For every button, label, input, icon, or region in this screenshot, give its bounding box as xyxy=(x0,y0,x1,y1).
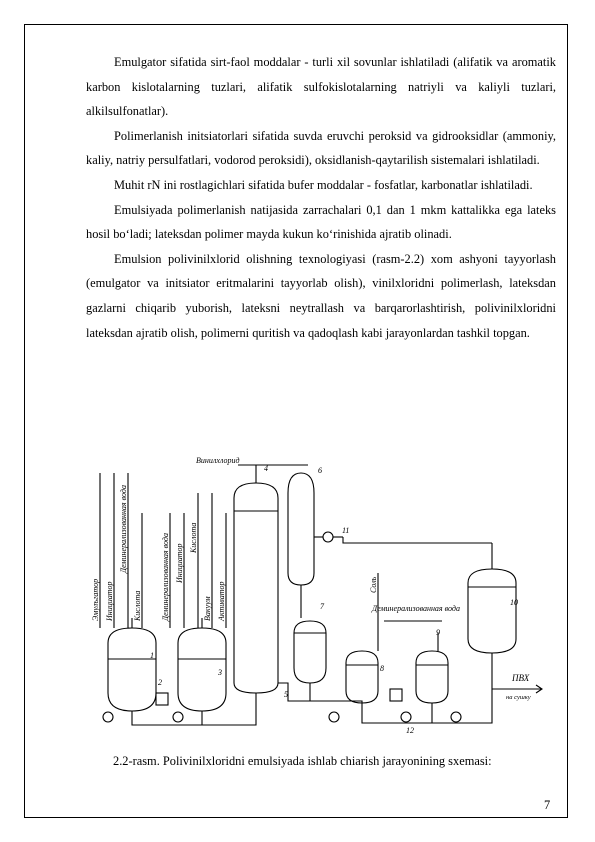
number-2: 2 xyxy=(158,678,162,687)
vessel-7 xyxy=(294,621,326,683)
label-demin-water-middle: Деминерализованная вода xyxy=(161,533,170,621)
body-text xyxy=(86,50,556,345)
label-to-drying: на сушку xyxy=(506,694,531,701)
paragraph-technology: Emulsion polivinilxlorid olishning texnologiyasi (rasm-2.2) xom ashyoni tayyorlash (emulgator va initsiator eritmalarini tayyorlab olish), vinilxloridni polimerlash, lateksdan gazlarni chiqarib yuborish, lateksni neytrallash va barqarorlashtirish, polivinilxloridni lateksdan ajratib olish, polimerni quritish va qadoqlash kabi jarayonlardan tashkil topgan. xyxy=(86,251,556,340)
number-9: 9 xyxy=(436,628,440,637)
label-acid-left: Кислота xyxy=(133,590,142,621)
column-6 xyxy=(288,473,314,585)
number-10: 10 xyxy=(510,598,518,607)
label-acid-middle: Кислота xyxy=(189,522,198,553)
page-number: 7 xyxy=(544,798,551,812)
number-3: 3 xyxy=(218,668,222,677)
label-initiator-left: Инициатор xyxy=(105,581,114,621)
heat-exchanger-11 xyxy=(323,532,333,542)
label-emulgator: Эмулъгатор xyxy=(91,578,100,621)
label-pvc: ПВХ xyxy=(512,673,530,683)
label-initiator-middle: Инициатор xyxy=(175,543,184,583)
reactor-4 xyxy=(234,483,278,693)
process-flow-diagram xyxy=(88,453,558,743)
paragraph-latex: Emulsiyada polimerlanish natijasida zarrachalari 0,1 dan 1 mkm kattalikka ega lateks hosil bo‘ladi; lateksdan polimer mayda kukun ko‘rinishida ajratib olinadi. xyxy=(86,202,556,242)
figure-caption: 2.2-rasm. Polivinilxloridni emulsiyada ishlab chiarish jarayonining sxemasi: xyxy=(113,754,492,768)
paragraph-ph-regulators: Muhit rN ini rostlagichlari sifatida bufer moddalar - fosfatlar, karbonatlar ishlatiladi. xyxy=(114,177,533,192)
number-1: 1 xyxy=(150,651,154,660)
label-activator: Активатор xyxy=(217,581,226,621)
pump-2 xyxy=(156,693,168,705)
vessel-1 xyxy=(108,628,156,711)
pump-12 xyxy=(390,689,402,701)
number-8: 8 xyxy=(380,664,384,673)
number-5: 5 xyxy=(284,690,288,699)
label-vinyl-chloride: Винилхлорид xyxy=(196,456,240,465)
label-salt: Соль xyxy=(369,576,378,593)
number-4: 4 xyxy=(264,464,268,473)
number-11: 11 xyxy=(342,526,350,535)
label-demin-water-left: Деминерализованная вода xyxy=(119,485,128,573)
label-demin-water-right: Деминерализованная вода xyxy=(372,604,460,613)
number-6: 6 xyxy=(318,466,322,475)
vessel-9 xyxy=(416,651,448,703)
vessel-10 xyxy=(468,569,516,653)
paragraph-initiators: Polimerlanish initsiatorlari sifatida suvda eruvchi peroksid va gidrooksidlar (ammoniy, kaliy, natriy persulfatlari, vodorod peroksidi), oksidlanish-qaytarilish sistemalari ishlatiladi. xyxy=(86,128,556,168)
label-vacuum: Вакуум xyxy=(203,596,212,621)
number-12: 12 xyxy=(406,726,414,735)
vessel-8 xyxy=(346,651,378,703)
number-7: 7 xyxy=(320,602,324,611)
paragraph-emulgator: Emulgator sifatida sirt-faol moddalar - turli xil sovunlar ishlatiladi (alifatik va aromatik karbon kislotalarning tuzlari, alifatik sulfokislotalarning natriyli va kaliyli tuzlari, alkilsulfonatlar). xyxy=(86,55,556,119)
